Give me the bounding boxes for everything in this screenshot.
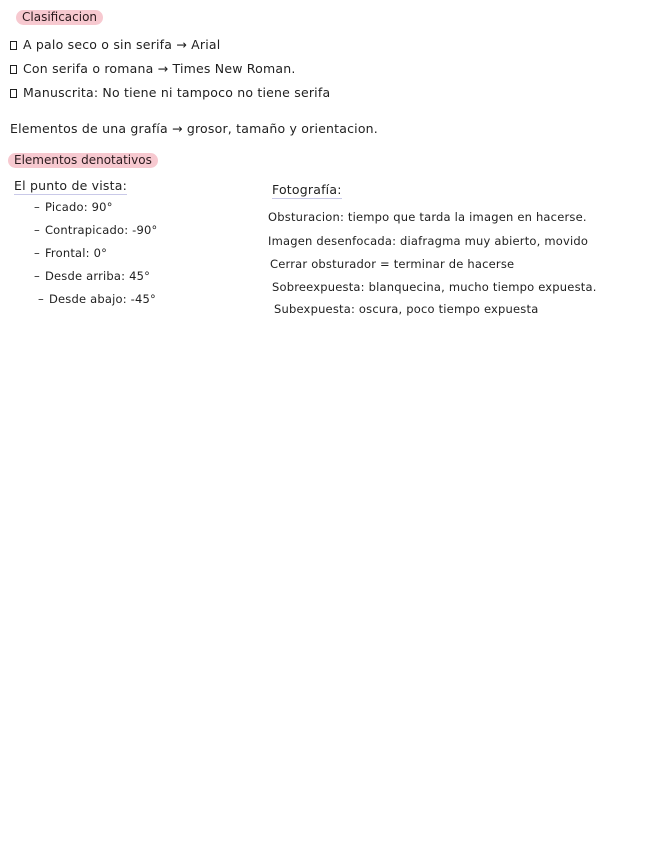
list-item: Subexpuesta: oscura, poco tiempo expuesta: [274, 302, 539, 316]
checkbox-bullet-icon: [10, 89, 17, 98]
section-title-clasificacion: Clasificacion: [16, 10, 103, 25]
list-item: [34, 245, 107, 261]
list-item: Cerrar obsturador = terminar de hacerse: [270, 257, 515, 271]
list-item: [10, 61, 296, 77]
item-text: Contrapicado: -90°: [44, 223, 158, 237]
list-item: [34, 268, 150, 284]
item-text: Frontal: 0°: [44, 246, 108, 260]
item-text: Manuscrita: No tiene ni tampoco no tiene serifa: [23, 85, 331, 100]
list-item: [10, 37, 220, 53]
dash-icon: –: [34, 246, 40, 260]
dash-icon: –: [34, 200, 40, 214]
dash-icon: –: [38, 292, 44, 306]
list-item: Imagen desenfocada: diafragma muy abierto, movido: [268, 234, 589, 248]
heading-text: El punto de vista:: [14, 178, 127, 193]
dash-icon: –: [34, 223, 40, 237]
item-text: A palo seco o sin serifa → Arial: [23, 37, 221, 52]
checkbox-bullet-icon: [10, 65, 17, 74]
item-text: Desde arriba: 45°: [44, 269, 151, 283]
list-item: Obsturacion: tiempo que tarda la imagen en hacerse.: [268, 210, 587, 224]
fotografia-heading: [272, 182, 342, 198]
punto-de-vista-heading: [14, 178, 127, 194]
elements-line: Elementos de una grafía → grosor, tamaño y orientacion.: [10, 121, 378, 136]
list-item: [10, 85, 330, 101]
list-item: [34, 199, 113, 215]
section-title-elementos-denotativos: Elementos denotativos: [8, 153, 158, 168]
item-text: Picado: 90°: [44, 200, 113, 214]
dash-icon: –: [34, 269, 40, 283]
checkbox-bullet-icon: [10, 41, 17, 50]
list-item: [38, 291, 156, 307]
heading-text: Fotografía:: [272, 182, 342, 197]
item-text: Con serifa o romana → Times New Roman.: [23, 61, 296, 76]
item-text: Desde abajo: -45°: [48, 292, 156, 306]
list-item: Sobreexpuesta: blanquecina, mucho tiempo expuesta.: [272, 280, 597, 294]
list-item: [34, 222, 157, 238]
